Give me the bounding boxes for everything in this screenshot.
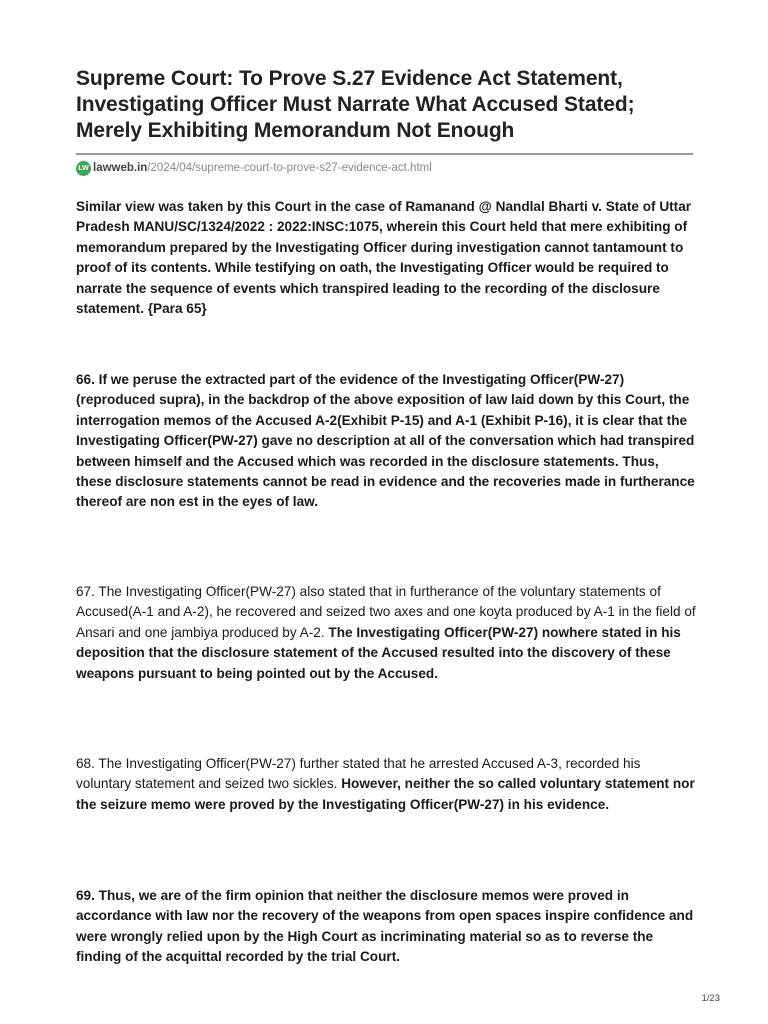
source-link[interactable]	[93, 162, 432, 174]
paragraph-67-emphasis: The Investigating Officer(PW-27) nowhere stated in his deposition that the disclosure statement of the Accused resulted into the discovery of these weapons pursuant to being pointed out by the Accused.	[76, 624, 681, 681]
document-title: Supreme Court: To Prove S.27 Evidence Act Statement, Investigating Officer Must Narrate What Accused Stated; Merely Exhibiting Memorandum Not Enough	[76, 67, 635, 142]
paragraph-68-text: 68. The Investigating Officer(PW-27) further stated that he arrested Accused A-3, recorded his voluntary statement and seized two sickles.	[76, 756, 641, 792]
title-divider	[76, 153, 693, 155]
paragraph-68	[76, 754, 696, 815]
paragraph-67	[76, 582, 696, 684]
paragraph-67-text: 67. The Investigating Officer(PW-27) also stated that in furtherance of the voluntary statements of Accused(A-1 and A-2), he recovered and seized two axes and one koyta produced by A-1 in the field of Ansari and one jambiya produced by A-2.	[76, 584, 696, 640]
source-path: /2024/04/supreme-court-to-prove-s27-evidence-act.html	[147, 162, 432, 174]
paragraph-68-emphasis: However, neither the so called voluntary statement nor the seizure memo were proved by the Investigating Officer(PW-27) in his evidence.	[76, 776, 695, 812]
paragraph-69: 69. Thus, we are of the firm opinion that neither the disclosure memos were proved in accordance with law nor the recovery of the weapons from open spaces inspire confidence and were wrongly relied upon by the High Court as incriminating material so as to reverse the finding of the acquittal recorded by the trial Court.	[76, 888, 694, 965]
document-page	[76, 66, 696, 965]
page-number: 1/23	[701, 993, 720, 1004]
paragraph-65-quote: Similar view was taken by this Court in the case of Ramanand @ Nandlal Bharti v. State of Uttar Pradesh MANU/SC/1324/2022 : 2022:INSC:1075, wherein this Court held that mere exhibiting of memorandum prepared by the Investigating Officer during investigation cannot tantamount to proof of its contents. While testifying on oath, the Investigating Officer would be required to narrate the sequence of events which transpired leading to the recording of the disclosure statement. {Para 65}	[76, 199, 692, 317]
source-line	[76, 159, 696, 177]
source-domain: lawweb.in	[93, 162, 148, 174]
lawweb-logo-icon: LW	[76, 161, 91, 176]
paragraph-66: 66. If we peruse the extracted part of the evidence of the Investigating Officer(PW-27)(reproduced supra), in the backdrop of the above exposition of law laid down by this Court, the interrogation memos of the Accused A-2(Exhibit P-15) and A-1 (Exhibit P-16), it is clear that the Investigating Officer(PW-27) gave no description at all of the conversation which had transpired between himself and the Accused which was recorded in the disclosure statements. Thus, these disclosure statements cannot be read in evidence and the recoveries made in furtherance thereof are non est in the eyes of law.	[76, 372, 695, 510]
